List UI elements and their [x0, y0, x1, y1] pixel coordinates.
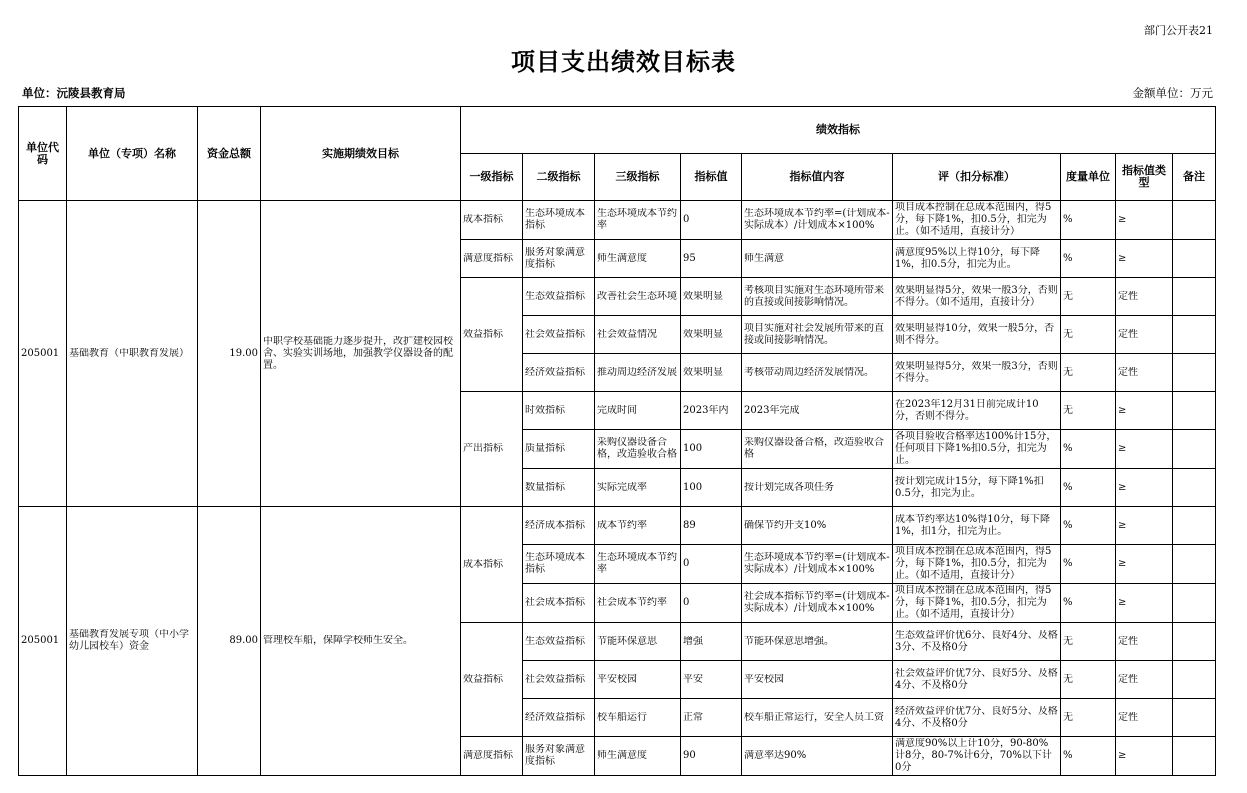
measure-cell: 无 [1061, 354, 1116, 392]
note-cell [1173, 584, 1216, 623]
content-cell: 确保节约开支10% [742, 507, 893, 545]
score-cell: 经济效益评价优7分、良好5分、及格4分、不及格0分 [893, 699, 1061, 737]
measure-cell: % [1061, 737, 1116, 776]
type-cell: ≥ [1116, 584, 1173, 623]
type-cell: 定性 [1116, 278, 1173, 316]
type-cell: 定性 [1116, 661, 1173, 699]
score-cell: 效果明显得10分，效果一般5分，否则不得分。 [893, 316, 1061, 354]
page-title: 项目支出绩效目标表 [511, 47, 736, 76]
score-cell: 社会效益评价优7分、良好5分、及格4分、不及格0分 [893, 661, 1061, 699]
type-cell: 定性 [1116, 354, 1173, 392]
value-cell: 正常 [681, 699, 742, 737]
col-note: 备注 [1173, 154, 1216, 201]
score-cell: 各项目验收合格率达100%计15分，任何项目下降1%扣0.5分，扣完为止。 [893, 430, 1061, 469]
content-cell: 考核项目实施对生态环境所带来的直接或间接影响情况。 [742, 278, 893, 316]
measure-cell: % [1061, 469, 1116, 507]
lvl1-cell: 成本指标 [461, 201, 523, 240]
lvl3-cell: 师生满意度 [595, 240, 681, 278]
note-cell [1173, 201, 1216, 240]
col-indicators: 绩效指标 [461, 107, 1216, 154]
lvl2-cell: 服务对象满意度指标 [523, 240, 595, 278]
lvl2-cell: 质量指标 [523, 430, 595, 469]
content-cell: 考核带动周边经济发展情况。 [742, 354, 893, 392]
measure-cell: 无 [1061, 699, 1116, 737]
note-cell [1173, 507, 1216, 545]
unit-label: 单位：沅陵县教育局 [22, 86, 126, 100]
goal-cell: 中职学校基础能力逐步提升，改扩建校园校舍、实验实训场地，加强教学仪器设备的配置。 [261, 201, 461, 507]
lvl1-cell: 效益指标 [461, 278, 523, 392]
measure-cell: % [1061, 545, 1116, 584]
type-cell: 定性 [1116, 699, 1173, 737]
total-cell: 89.00 [198, 507, 261, 776]
note-cell [1173, 737, 1216, 776]
measure-cell: % [1061, 201, 1116, 240]
note-cell [1173, 469, 1216, 507]
project-name-cell: 基础教育发展专项（中小学幼儿园校车）资金 [67, 507, 198, 776]
goal-cell: 管理校车船，保障学校师生安全。 [261, 507, 461, 776]
lvl3-cell: 节能环保意思 [595, 623, 681, 661]
col-value: 指标值 [681, 154, 742, 201]
type-cell: ≥ [1116, 507, 1173, 545]
lvl3-cell: 推动周边经济发展 [595, 354, 681, 392]
score-cell: 满意度90%以上计10分，90-80%计8分，80-7%计6分，70%以下计0分 [893, 737, 1061, 776]
note-cell [1173, 545, 1216, 584]
content-cell: 生态环境成本节约率=(计划成本-实际成本）/计划成本×100% [742, 545, 893, 584]
score-cell: 满意度95%以上得10分，每下降1%，扣0.5分，扣完为止。 [893, 240, 1061, 278]
type-cell: ≥ [1116, 545, 1173, 584]
col-measure: 度量单位 [1061, 154, 1116, 201]
value-cell: 效果明显 [681, 354, 742, 392]
value-cell: 0 [681, 545, 742, 584]
note-cell [1173, 240, 1216, 278]
value-cell: 效果明显 [681, 316, 742, 354]
note-cell [1173, 623, 1216, 661]
lvl2-cell: 生态效益指标 [523, 623, 595, 661]
value-cell: 平安 [681, 661, 742, 699]
score-cell: 效果明显得5分，效果一般3分，否则不得分。 [893, 354, 1061, 392]
content-cell: 平安校园 [742, 661, 893, 699]
performance-table [18, 106, 1216, 776]
score-cell: 项目成本控制在总成本范围内，得5分，每下降1%，扣0.5分，扣完为止。（如不适用，直接计分） [893, 201, 1061, 240]
value-cell: 90 [681, 737, 742, 776]
value-cell: 89 [681, 507, 742, 545]
table-number: 部门公开表21 [1144, 24, 1213, 37]
type-cell: ≥ [1116, 469, 1173, 507]
lvl3-cell: 改善社会生态环境 [595, 278, 681, 316]
col-score: 评（扣分标准） [893, 154, 1061, 201]
col-total: 资金总额 [198, 107, 261, 201]
measure-cell: % [1061, 507, 1116, 545]
note-cell [1173, 278, 1216, 316]
lvl3-cell: 生态环境成本节约率 [595, 545, 681, 584]
lvl3-cell: 采购仪器设备合格，改造验收合格 [595, 430, 681, 469]
measure-cell: % [1061, 430, 1116, 469]
note-cell [1173, 661, 1216, 699]
lvl1-cell: 产出指标 [461, 392, 523, 507]
lvl3-cell: 校车船运行 [595, 699, 681, 737]
col-content: 指标值内容 [742, 154, 893, 201]
type-cell: 定性 [1116, 623, 1173, 661]
content-cell: 满意率达90% [742, 737, 893, 776]
col-type: 指标值类型 [1116, 154, 1173, 201]
lvl1-cell: 成本指标 [461, 507, 523, 623]
type-cell: ≥ [1116, 737, 1173, 776]
score-cell: 生态效益评价优6分、良好4分、及格3分、不及格0分 [893, 623, 1061, 661]
value-cell: 0 [681, 201, 742, 240]
score-cell: 项目成本控制在总成本范围内，得5分，每下降1%，扣0.5分，扣完为止。（如不适用，直接计分） [893, 584, 1061, 623]
col-name: 单位（专项）名称 [67, 107, 198, 201]
measure-cell: % [1061, 240, 1116, 278]
value-cell: 0 [681, 584, 742, 623]
lvl2-cell: 社会成本指标 [523, 584, 595, 623]
lvl2-cell: 经济效益指标 [523, 699, 595, 737]
lvl2-cell: 经济效益指标 [523, 354, 595, 392]
score-cell: 项目成本控制在总成本范围内，得5分，每下降1%，扣0.5分，扣完为止。（如不适用，直接计分） [893, 545, 1061, 584]
lvl2-cell: 时效指标 [523, 392, 595, 430]
content-cell: 节能环保意思增强。 [742, 623, 893, 661]
note-cell [1173, 430, 1216, 469]
col-lvl2: 二级指标 [523, 154, 595, 201]
unit-code-cell: 205001 [19, 201, 67, 507]
value-cell: 效果明显 [681, 278, 742, 316]
lvl3-cell: 平安校园 [595, 661, 681, 699]
measure-cell: 无 [1061, 661, 1116, 699]
col-unit-code: 单位代码 [19, 107, 67, 201]
measure-cell: 无 [1061, 392, 1116, 430]
measure-cell: 无 [1061, 623, 1116, 661]
lvl2-cell: 数量指标 [523, 469, 595, 507]
project-name-cell: 基础教育（中职教育发展） [67, 201, 198, 507]
col-goal: 实施期绩效目标 [261, 107, 461, 201]
lvl2-cell: 生态效益指标 [523, 278, 595, 316]
note-cell [1173, 392, 1216, 430]
type-cell: ≥ [1116, 430, 1173, 469]
type-cell: ≥ [1116, 392, 1173, 430]
table-row [19, 201, 1216, 240]
lvl3-cell: 完成时间 [595, 392, 681, 430]
content-cell: 社会成本指标节约率=(计划成本-实际成本）/计划成本×100% [742, 584, 893, 623]
content-cell: 师生满意 [742, 240, 893, 278]
value-cell: 100 [681, 469, 742, 507]
score-cell: 在2023年12月31日前完成计10分，否则不得分。 [893, 392, 1061, 430]
content-cell: 2023年完成 [742, 392, 893, 430]
content-cell: 校车船正常运行，安全人员工资 [742, 699, 893, 737]
content-cell: 采购仪器设备合格，改造验收合格 [742, 430, 893, 469]
lvl2-cell: 生态环境成本指标 [523, 201, 595, 240]
lvl1-cell: 效益指标 [461, 623, 523, 737]
lvl3-cell: 社会效益情况 [595, 316, 681, 354]
lvl2-cell: 经济成本指标 [523, 507, 595, 545]
lvl2-cell: 服务对象满意度指标 [523, 737, 595, 776]
lvl3-cell: 成本节约率 [595, 507, 681, 545]
lvl3-cell: 师生满意度 [595, 737, 681, 776]
lvl3-cell: 社会成本节约率 [595, 584, 681, 623]
col-lvl3: 三级指标 [595, 154, 681, 201]
lvl2-cell: 社会效益指标 [523, 316, 595, 354]
content-cell: 生态环境成本节约率=(计划成本-实际成本）/计划成本×100% [742, 201, 893, 240]
lvl1-cell: 满意度指标 [461, 737, 523, 776]
note-cell [1173, 354, 1216, 392]
value-cell: 95 [681, 240, 742, 278]
score-cell: 按计划完成计15分，每下降1%扣0.5分，扣完为止。 [893, 469, 1061, 507]
money-unit-label: 金额单位：万元 [1132, 86, 1213, 100]
type-cell: 定性 [1116, 316, 1173, 354]
score-cell: 成本节约率达10%得10分，每下降1%，扣1分，扣完为止。 [893, 507, 1061, 545]
note-cell [1173, 316, 1216, 354]
content-cell: 项目实施对社会发展所带来的直接或间接影响情况。 [742, 316, 893, 354]
lvl1-cell: 满意度指标 [461, 240, 523, 278]
type-cell: ≥ [1116, 201, 1173, 240]
col-lvl1: 一级指标 [461, 154, 523, 201]
total-cell: 19.00 [198, 201, 261, 507]
measure-cell: 无 [1061, 278, 1116, 316]
content-cell: 按计划完成各项任务 [742, 469, 893, 507]
note-cell [1173, 699, 1216, 737]
lvl2-cell: 生态环境成本指标 [523, 545, 595, 584]
table-row [19, 507, 1216, 545]
lvl3-cell: 实际完成率 [595, 469, 681, 507]
type-cell: ≥ [1116, 240, 1173, 278]
score-cell: 效果明显得5分，效果一般3分，否则不得分。（如不适用，直接计分） [893, 278, 1061, 316]
value-cell: 100 [681, 430, 742, 469]
value-cell: 增强 [681, 623, 742, 661]
lvl3-cell: 生态环境成本节约率 [595, 201, 681, 240]
value-cell: 2023年内 [681, 392, 742, 430]
lvl2-cell: 社会效益指标 [523, 661, 595, 699]
measure-cell: % [1061, 584, 1116, 623]
measure-cell: 无 [1061, 316, 1116, 354]
unit-code-cell: 205001 [19, 507, 67, 776]
